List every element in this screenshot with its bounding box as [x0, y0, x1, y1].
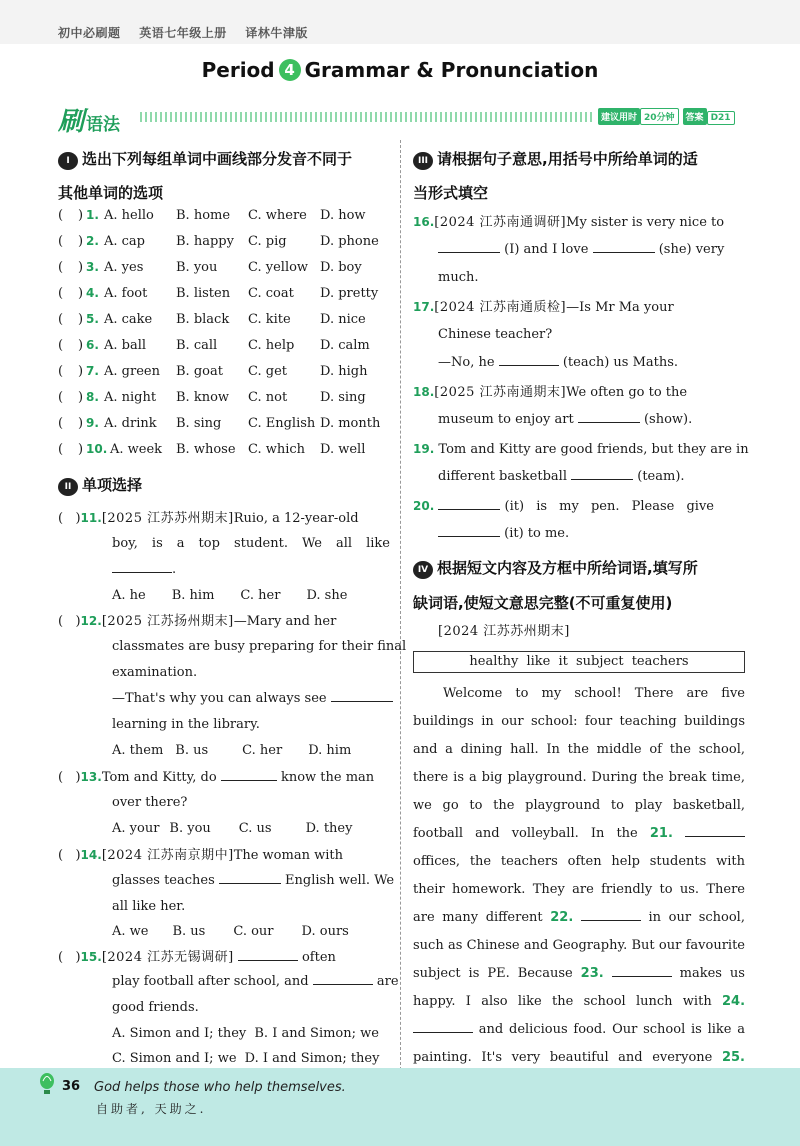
series-name: 初中必刷题 — [58, 26, 121, 40]
options-11: A. he B. him C. her D. she — [112, 588, 348, 603]
edition-name: 译林牛津版 — [245, 26, 308, 40]
answer-bracket[interactable]: ( — [58, 286, 64, 301]
options-14: A. we B. us C. our D. ours — [112, 924, 349, 939]
question-12: ( )12.[2025 江苏扬州期末]—Mary and her — [58, 614, 337, 629]
page-title: Period 4 Grammar & Pronunciation — [201, 58, 599, 82]
word-box: healthy like it subject teachers — [413, 651, 745, 673]
answer-blank[interactable] — [219, 871, 281, 884]
column-divider — [400, 140, 401, 1070]
options-13: A. your B. you C. us D. they — [112, 821, 353, 836]
footer-motto-cn: 自助者, 天助之. — [96, 1102, 207, 1116]
footer-motto: God helps those who help themselves. — [94, 1080, 346, 1095]
answer-blank[interactable] — [112, 560, 172, 573]
section4-source: [2024 江苏苏州期末] — [438, 624, 570, 639]
answer-blank[interactable] — [238, 948, 298, 961]
answer-blank[interactable] — [571, 467, 633, 480]
section1-title: I 选出下列每组单词中画线部分发音不同于 — [58, 144, 352, 174]
options-12: A. them B. us C. her D. him — [112, 743, 352, 758]
section-logo: 刷语法 — [58, 107, 121, 137]
answer-blank[interactable] — [593, 240, 655, 253]
answer-blank-23[interactable] — [612, 964, 672, 977]
section1-title-cont: 其他单词的选项 — [58, 184, 164, 202]
answer-blank[interactable] — [438, 240, 500, 253]
answer-bracket[interactable]: ( — [58, 312, 64, 327]
answer-blank-21[interactable] — [685, 824, 745, 837]
book-header — [58, 24, 322, 41]
answer-bracket[interactable]: ( — [58, 234, 64, 249]
answer-blank[interactable] — [499, 353, 559, 366]
banner-meta: 建议用时 20分钟 答案 D21 — [598, 108, 739, 125]
question-row: ( ) 5. A. cake B. black C. kite D. nice — [58, 312, 366, 327]
answer-bracket[interactable]: ( — [58, 442, 64, 457]
book-name: 英语七年级上册 — [139, 26, 227, 40]
banner-stripe — [140, 112, 592, 122]
question-16: 16.[2024 江苏南通调研]My sister is very nice to — [413, 215, 725, 230]
question-13: ( )13.Tom and Kitty, do know the man — [58, 770, 375, 785]
question-row: ( ) 1. A. hello B. home C. where D. how — [58, 208, 366, 223]
question-18: 18.[2025 江苏南通期末]We often go to the — [413, 385, 688, 400]
answer-blank[interactable] — [331, 689, 393, 702]
page-number: 36 — [62, 1079, 81, 1094]
answer-blank[interactable] — [438, 497, 500, 510]
numeral-badge: III — [413, 152, 433, 170]
answer-bracket[interactable]: ( — [58, 416, 64, 431]
question-14: ( )14.[2024 江苏南京期中]The woman with — [58, 848, 343, 863]
answer-bracket[interactable]: ( — [58, 364, 64, 379]
question-row: ( ) 9. A. drink B. sing C. English D. month — [58, 416, 381, 431]
question-row: ( ) 10. A. week B. whose C. which D. well — [58, 442, 366, 457]
section3-title: III 请根据句子意思,用括号中所给单词的适 — [413, 144, 698, 174]
question-row: ( ) 4. A. foot B. listen C. coat D. pretty — [58, 286, 379, 301]
question-row: ( ) 2. A. cap B. happy C. pig D. phone — [58, 234, 379, 249]
period-number-badge: 4 — [279, 59, 301, 81]
question-row: ( ) 3. A. yes B. you C. yellow D. boy — [58, 260, 362, 275]
cloze-passage: Welcome to my school! There are five buildings in our school: four teaching buildings and a dining hall. In the middle of the school, there is a big playground. During the break time, we go to the playground to play basketball, football and volleyball. In the 21. offices, the teachers often help students with their homework. They are friendly to us. There are many different 22. in our school, such as Chinese and Geography. But our favourite subject is PE. Because 23. makes us happy. I also like the school lunch with 24. and delicious food. Our school is like a painting. It's very beautiful and everyone 25. — [413, 680, 745, 1100]
options-15b: C. Simon and I; we D. I and Simon; they — [112, 1051, 380, 1066]
numeral-badge: IV — [413, 561, 433, 579]
answer-blank[interactable] — [221, 768, 277, 781]
answer-blank[interactable] — [313, 972, 373, 985]
question-15: ( )15.[2024 江苏无锡调研] often — [58, 950, 336, 965]
answer-bracket[interactable]: ( — [58, 338, 64, 353]
question-row: ( ) 8. A. night B. know C. not D. sing — [58, 390, 366, 405]
answer-bracket[interactable]: ( — [58, 208, 64, 223]
numeral-badge: I — [58, 152, 78, 170]
answer-bracket[interactable]: ( — [58, 260, 64, 275]
question-row: ( ) 7. A. green B. goat C. get D. high — [58, 364, 368, 379]
answer-blank[interactable] — [438, 524, 500, 537]
section2-title: II 单项选择 — [58, 470, 142, 500]
answer-bracket[interactable]: ( — [58, 390, 64, 405]
answer-blank[interactable] — [578, 410, 640, 423]
question-19: 19. Tom and Kitty are good friends, but they are in — [413, 442, 749, 457]
question-17: 17.[2024 江苏南通质检]—Is Mr Ma your — [413, 300, 674, 315]
options-15a: A. Simon and I; they B. I and Simon; we — [112, 1026, 379, 1041]
question-20: 20. (it) is my pen. Please give — [413, 499, 714, 514]
section4-title: IV 根据短文内容及方框中所给词语,填写所 — [413, 553, 698, 583]
balloon-icon — [38, 1072, 56, 1096]
question-11: ( )11.[2025 江苏苏州期末]Ruio, a 12-year-old — [58, 511, 359, 526]
answer-blank-22[interactable] — [581, 908, 641, 921]
answer-blank-24[interactable] — [413, 1020, 473, 1033]
question-row: ( ) 6. A. ball B. call C. help D. calm — [58, 338, 370, 353]
numeral-badge: II — [58, 478, 78, 496]
